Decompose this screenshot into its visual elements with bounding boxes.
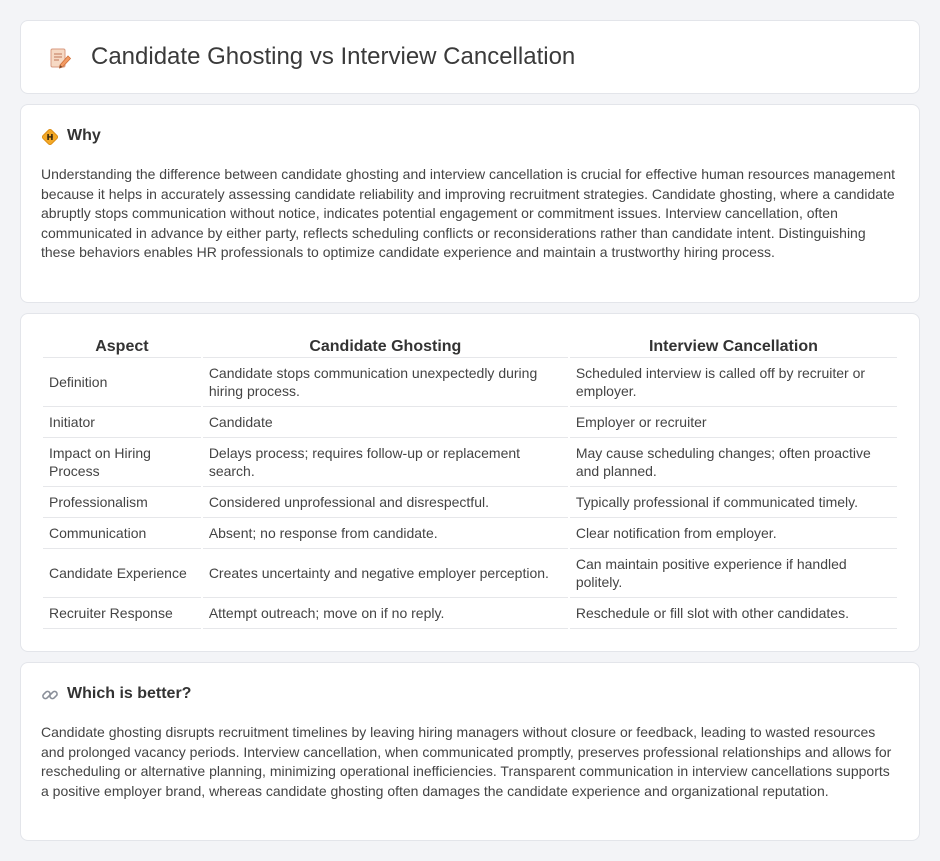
table-row bbox=[43, 598, 897, 629]
table-row bbox=[43, 518, 897, 549]
header-candidate-ghosting: Candidate Ghosting bbox=[203, 336, 568, 358]
row-aspect: Communication bbox=[43, 518, 201, 549]
better-text: Candidate ghosting disrupts recruitment timelines by leaving hiring managers without closure or feedback, leading to wasted resources and prolonged vacancy periods. Interview cancellation, when communicated promptly, preserves professional relationships and allows for rescheduling or alternative planning, minimizing operational inefficiencies. Transparent communication in interview cancellations supports a positive employer brand, whereas candidate ghosting often damages the candidate experience and organizational reputation. bbox=[41, 724, 892, 799]
row-cancellation: Typically professional if communicated timely. bbox=[570, 487, 897, 518]
row-ghosting: Delays process; requires follow-up or replacement search. bbox=[203, 438, 568, 487]
row-cancellation: Scheduled interview is called off by recruiter or employer. bbox=[570, 358, 897, 407]
table-row bbox=[43, 438, 897, 487]
which-is-better-section bbox=[20, 662, 920, 841]
row-cancellation: Can maintain positive experience if handled politely. bbox=[570, 549, 897, 598]
why-heading-label: Why bbox=[67, 127, 101, 144]
row-ghosting: Candidate stops communication unexpectedly during hiring process. bbox=[203, 358, 568, 407]
comparison-table bbox=[41, 336, 899, 629]
row-ghosting: Attempt outreach; move on if no reply. bbox=[203, 598, 568, 629]
page-title: Candidate Ghosting vs Interview Cancellation bbox=[91, 43, 576, 70]
table-row bbox=[43, 549, 897, 598]
row-ghosting: Absent; no response from candidate. bbox=[203, 518, 568, 549]
document-pencil-icon bbox=[47, 45, 73, 71]
row-aspect: Recruiter Response bbox=[43, 598, 201, 629]
row-aspect: Professionalism bbox=[43, 487, 201, 518]
header-aspect: Aspect bbox=[43, 336, 201, 358]
row-cancellation: Clear notification from employer. bbox=[570, 518, 897, 549]
row-ghosting: Candidate bbox=[203, 407, 568, 438]
row-aspect: Definition bbox=[43, 358, 201, 407]
row-cancellation: May cause scheduling changes; often proactive and planned. bbox=[570, 438, 897, 487]
link-icon bbox=[41, 686, 59, 704]
row-cancellation: Employer or recruiter bbox=[570, 407, 897, 438]
row-aspect: Impact on Hiring Process bbox=[43, 438, 201, 487]
warning-diamond-icon bbox=[41, 128, 59, 146]
row-ghosting: Considered unprofessional and disrespectful. bbox=[203, 487, 568, 518]
why-section bbox=[20, 104, 920, 303]
row-aspect: Initiator bbox=[43, 407, 201, 438]
table-row bbox=[43, 407, 897, 438]
row-ghosting: Creates uncertainty and negative employer perception. bbox=[203, 549, 568, 598]
table-header-row bbox=[43, 336, 897, 358]
table-row bbox=[43, 487, 897, 518]
table-row bbox=[43, 358, 897, 407]
better-heading-label: Which is better? bbox=[67, 685, 192, 702]
title-card bbox=[20, 20, 920, 94]
why-text: Understanding the difference between candidate ghosting and interview cancellation is crucial for effective human resources management because it helps in accurately assessing candidate reliability and improving recruitment strategies. Candidate ghosting, where a candidate abruptly stops communication without notice, indicates potential engagement or commitment issues. Interview cancellation, often communicated in advance by either party, reflects scheduling conflicts or reconsiderations rather than candidate intent. Distinguishing these behaviors enables HR professionals to optimize candidate experience and maintain a trustworthy hiring process. bbox=[41, 166, 895, 260]
comparison-section bbox=[20, 313, 920, 652]
row-cancellation: Reschedule or fill slot with other candidates. bbox=[570, 598, 897, 629]
row-aspect: Candidate Experience bbox=[43, 549, 201, 598]
header-interview-cancellation: Interview Cancellation bbox=[570, 336, 897, 358]
